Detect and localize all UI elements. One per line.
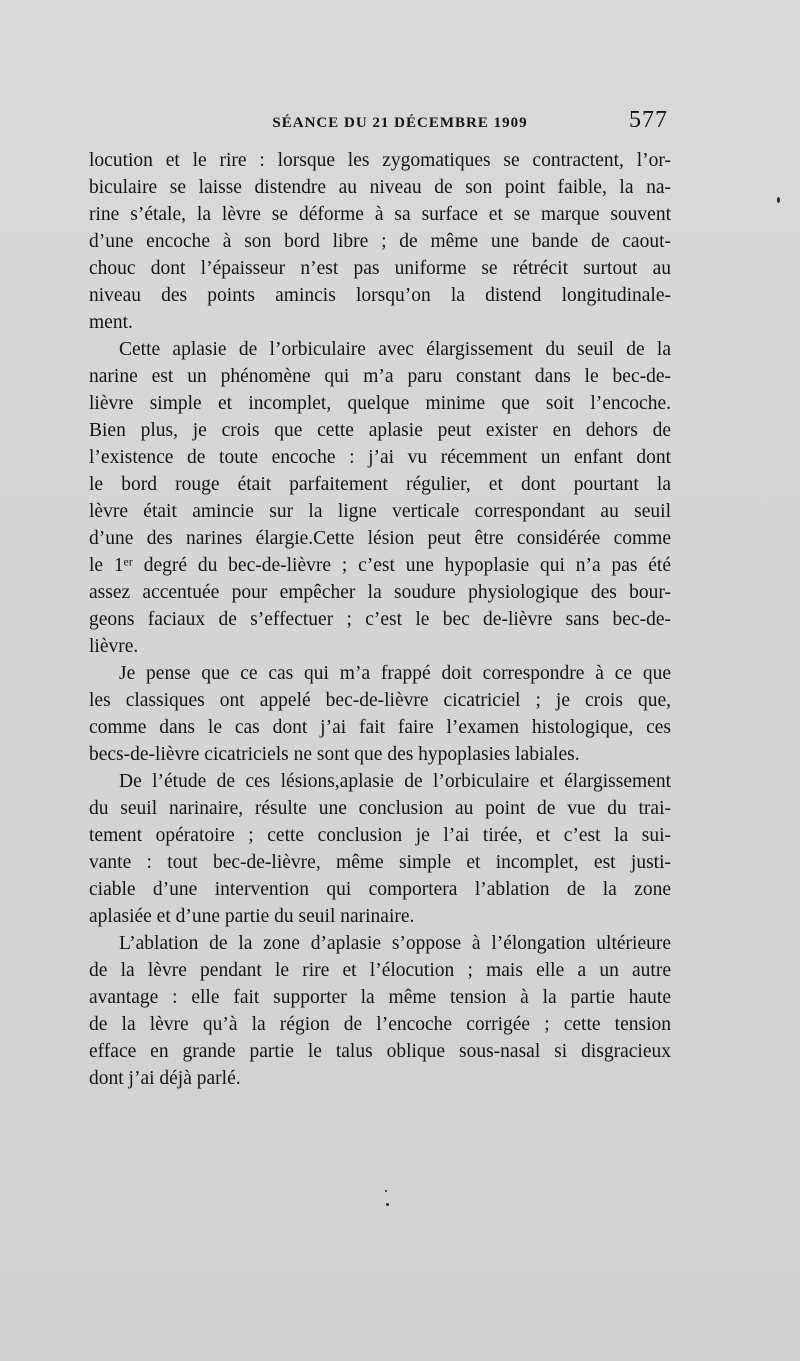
text-line: Cette aplasie de l’orbiculaire avec élargissement du seuil de la xyxy=(119,339,671,360)
paper-speck xyxy=(386,1203,389,1206)
text-line: efface en grande partie le talus oblique sous-nasal si disgracieux xyxy=(89,1041,671,1062)
running-title: SÉANCE DU 21 DÉCEMBRE 1909 xyxy=(272,115,528,131)
page-number: 577 xyxy=(629,107,668,133)
paragraph xyxy=(89,147,671,336)
text-line: L’ablation de la zone d’aplasie s’oppose à l’élongation ultérieure xyxy=(119,933,671,954)
text-line: biculaire se laisse distendre au niveau de son point faible, la na- xyxy=(89,177,671,198)
paragraph xyxy=(89,930,671,1092)
text-line: De l’étude de ces lésions,aplasie de l’orbiculaire et élargissement xyxy=(119,771,671,792)
text-line: locution et le rire : lorsque les zygomatiques se contractent, l’or- xyxy=(89,150,671,171)
text-line: du seuil narinaire, résulte une conclusion au point de vue du trai- xyxy=(89,798,671,819)
text-line: ciable d’une intervention qui comportera l’ablation de la zone xyxy=(89,879,671,900)
text-line: Bien plus, je crois que cette aplasie peut exister en dehors de xyxy=(89,420,671,441)
text-line: geons faciaux de s’effectuer ; c’est le bec de-lièvre sans bec-de- xyxy=(89,609,671,630)
text-line: d’une des narines élargie.Cette lésion peut être considérée comme xyxy=(89,528,671,549)
paper-speck xyxy=(385,1190,387,1192)
text-line: vante : tout bec-de-lièvre, même simple et incomplet, est justi- xyxy=(89,852,671,873)
text-line: comme dans le cas dont j’ai fait faire l’examen histologique, ces xyxy=(89,717,671,738)
text-line: ment. xyxy=(89,312,133,333)
paragraph xyxy=(89,336,671,660)
text-line: assez accentuée pour empêcher la soudure physiologique des bour- xyxy=(89,582,671,603)
text-line: l’existence de toute encoche : j’ai vu récemment un enfant dont xyxy=(89,447,671,468)
text-line: rine s’étale, la lèvre se déforme à sa surface et se marque souvent xyxy=(89,204,671,225)
text-line: de la lèvre pendant le rire et l’élocution ; mais elle a un autre xyxy=(89,960,671,981)
text-line: de la lèvre qu’à la région de l’encoche corrigée ; cette tension xyxy=(89,1014,671,1035)
text-line: d’une encoche à son bord libre ; de même une bande de caout- xyxy=(89,231,671,252)
text-line: Je pense que ce cas qui m’a frappé doit correspondre à ce que xyxy=(119,663,671,684)
text-line: niveau des points amincis lorsqu’on la distend longitudinale- xyxy=(89,285,671,306)
text-line: narine est un phénomène qui m’a paru constant dans le bec-de- xyxy=(89,366,671,387)
text-line: avantage : elle fait supporter la même tension à la partie haute xyxy=(89,987,671,1008)
text-line: le bord rouge était parfaitement régulier, et dont pourtant la xyxy=(89,474,671,495)
text-line: lèvre était amincie sur la ligne verticale correspondant au seuil xyxy=(89,501,671,522)
text-line: lièvre. xyxy=(89,636,139,657)
text-line: les classiques ont appelé bec-de-lièvre cicatriciel ; je crois que, xyxy=(89,690,671,711)
text-line: chouc dont l’épaisseur n’est pas uniforme se rétrécit surtout au xyxy=(89,258,671,279)
paragraph xyxy=(89,660,671,768)
text-line: becs-de-lièvre cicatriciels ne sont que des hypoplasies labiales. xyxy=(89,744,580,765)
paragraph xyxy=(89,768,671,930)
page-header xyxy=(0,107,800,137)
text-line: le 1ᵉʳ degré du bec-de-lièvre ; c’est une hypoplasie qui n’a pas été xyxy=(89,555,671,576)
paper-speck xyxy=(777,197,780,203)
text-line: tement opératoire ; cette conclusion je l’ai tirée, et c’est la sui- xyxy=(89,825,671,846)
text-line: lièvre simple et incomplet, quelque minime que soit l’encoche. xyxy=(89,393,671,414)
text-line: dont j’ai déjà parlé. xyxy=(89,1068,241,1089)
text-line: aplasiée et d’une partie du seuil narinaire. xyxy=(89,906,415,927)
body-text xyxy=(89,147,671,1092)
